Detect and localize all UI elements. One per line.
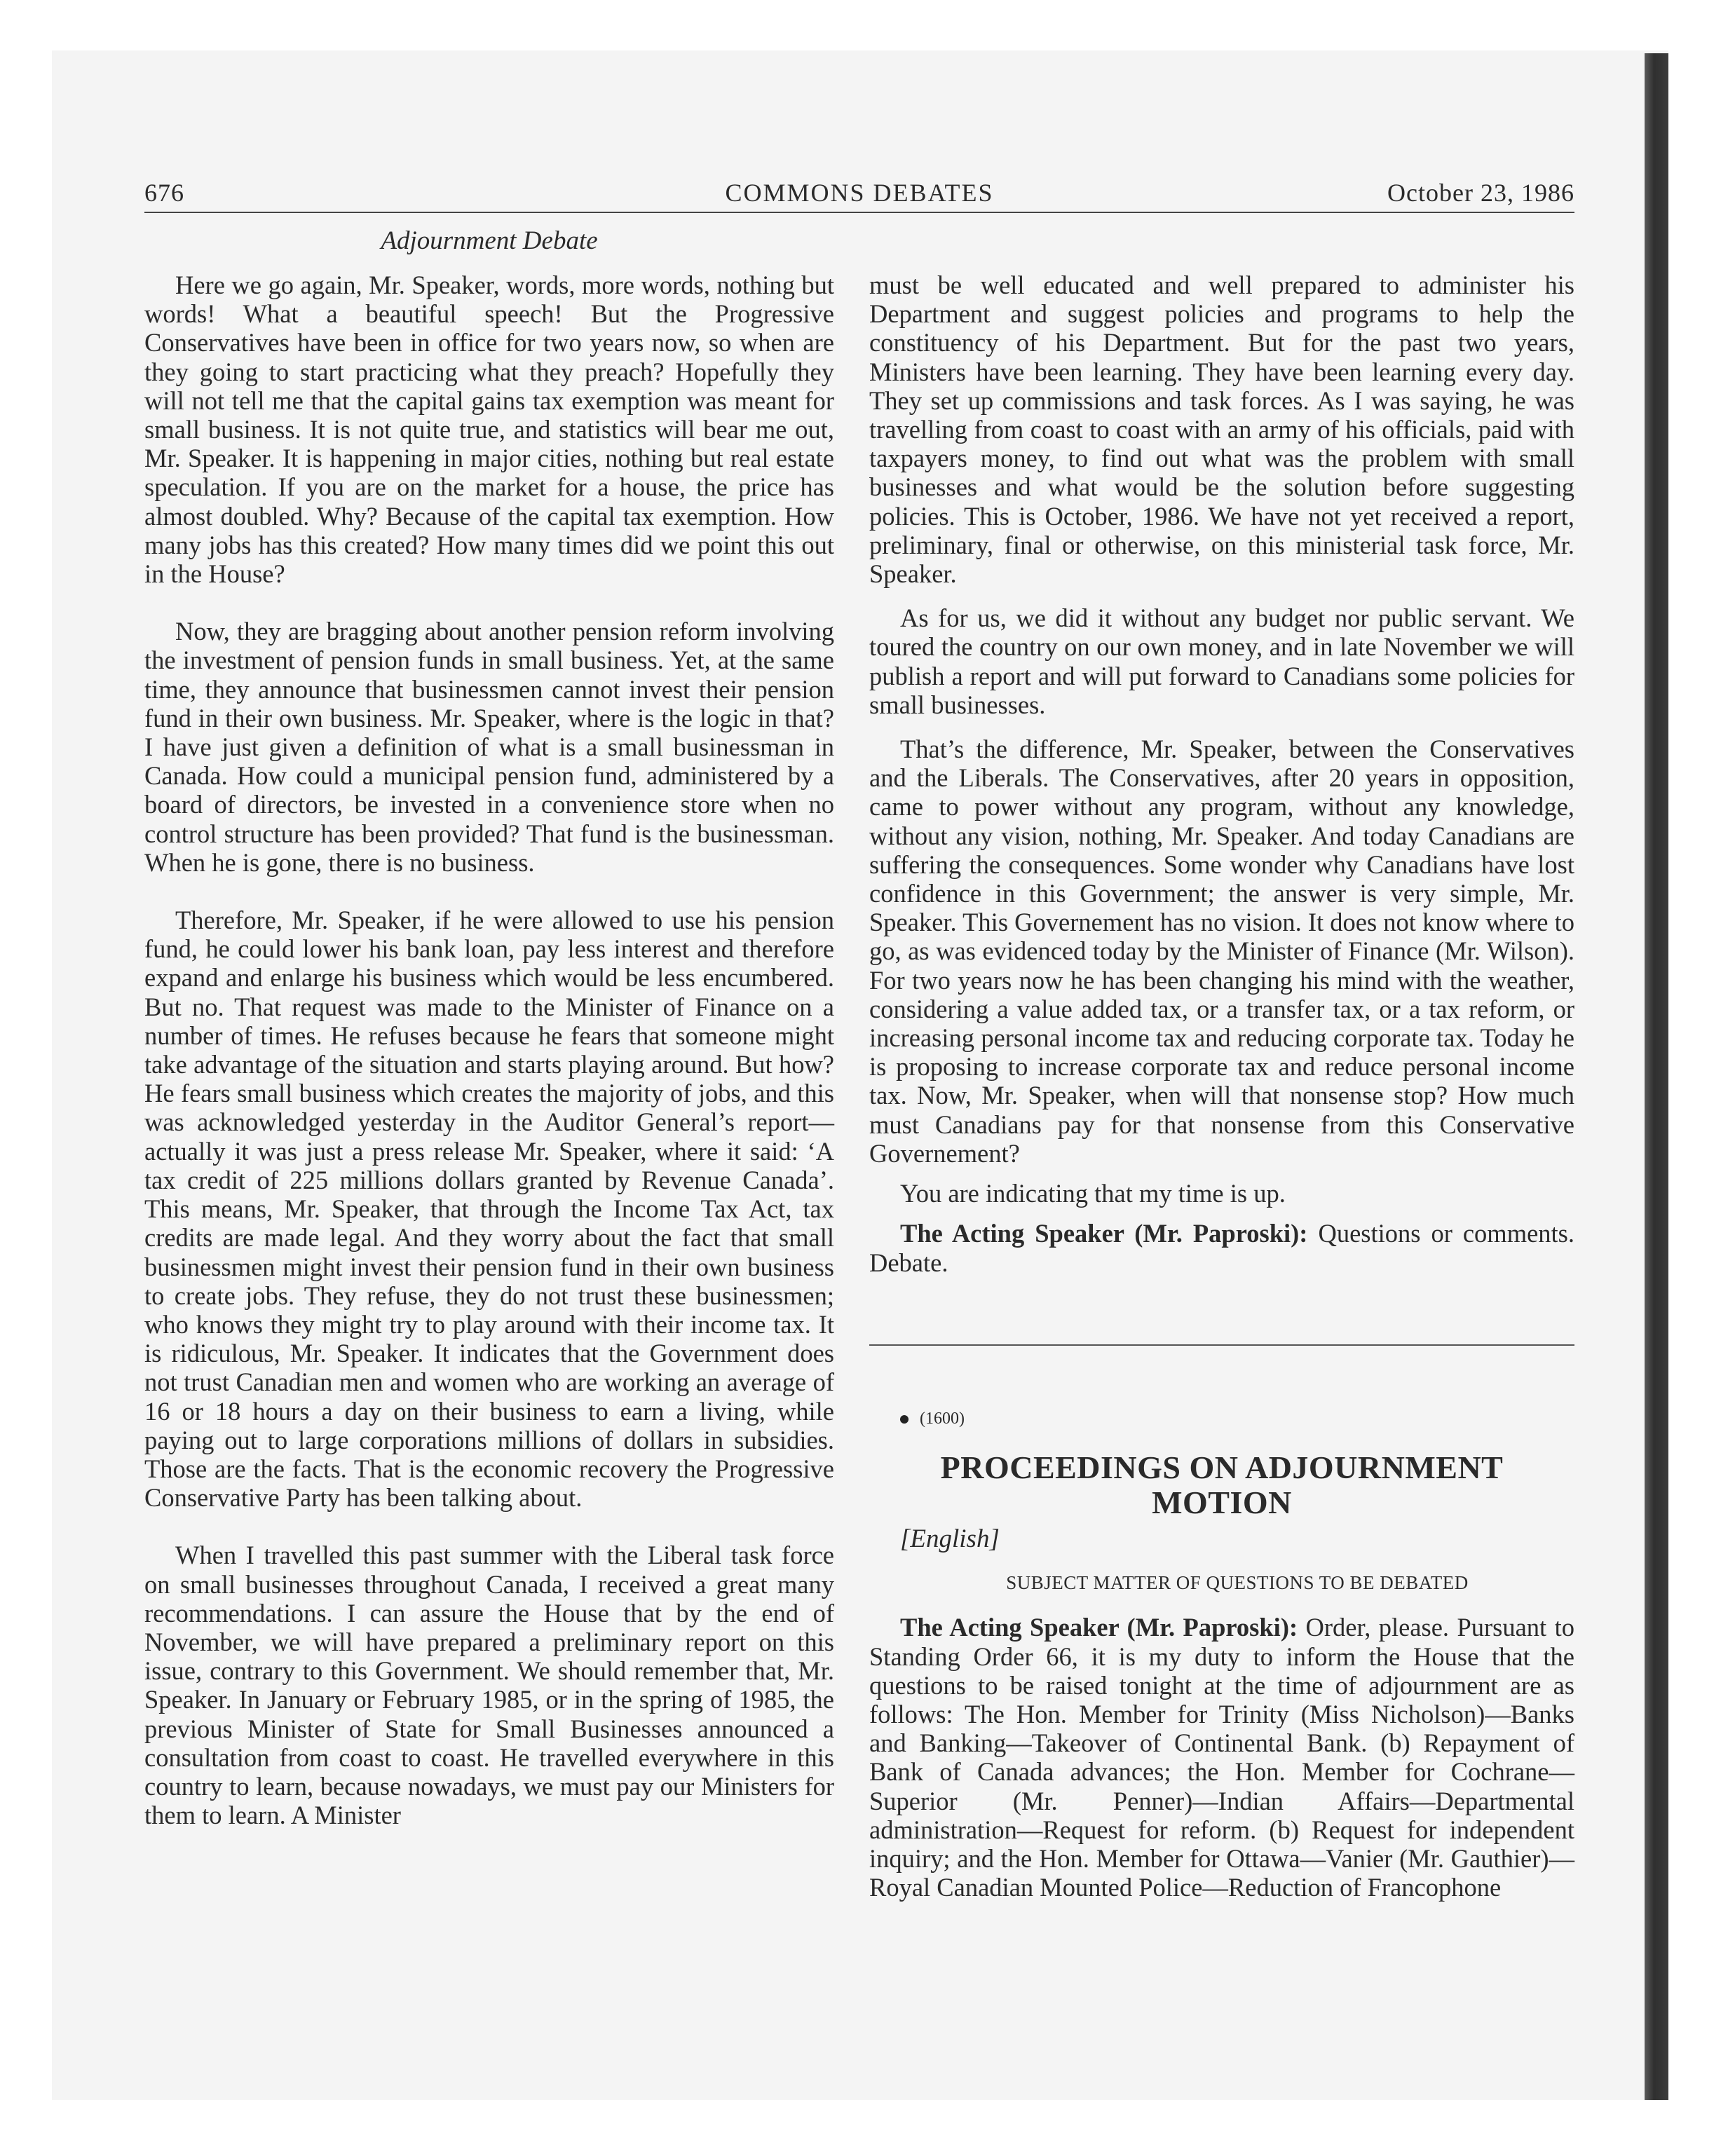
bullet-dot-icon: [900, 1415, 909, 1424]
paragraph: Here we go again, Mr. Speaker, words, more words, nothing but words! What a beautiful speech! But the Progressive Conservatives have been in office for two years now, so when are they going to start practicing what they preach? Hopefully they will not tell me that the capital gains tax exemption was meant for small business. It is not quite true, and statistics will bear me out, Mr. Speaker. It is happening in major cities, nothing but real estate speculation. If you are on the market for a house, the price has almost doubled. Why? Because of the capital tax exemption. How many jobs has this created? How many times did we point this out in the House?: [144, 271, 834, 589]
left-column: [144, 271, 834, 1829]
speaker-text: Questions or comments. Debate.: [869, 1219, 1574, 1277]
paragraph: As for us, we did it without any budget nor public servant. We toured the country on our own money, and in late November we will publish a report and will put forward to Canadians some policies for small businesses.: [869, 603, 1574, 719]
right-column: [869, 271, 1574, 1902]
scan-binding-edge: [1645, 53, 1668, 2100]
publication-title: COMMONS DEBATES: [725, 179, 994, 207]
time-marker-text: (1600): [920, 1409, 965, 1428]
language-label: [English]: [900, 1524, 1000, 1553]
speaker-paragraph: [869, 1219, 1574, 1276]
publication-date: October 23, 1986: [1387, 179, 1574, 207]
speaker-paragraph: [869, 1613, 1574, 1902]
subject-heading: SUBJECT MATTER OF QUESTIONS TO BE DEBATED: [1006, 1572, 1469, 1594]
paragraph: That’s the difference, Mr. Speaker, between the Conservatives and the Liberals. The Conservatives, after 20 years in opposition, came to power without any program, without any knowledge, without any vision, nothing, Mr. Speaker. And today Canadians are suffering the consequences. Some wonder why Canadians have lost confidence in this Government; the answer is very simple, Mr. Speaker. This Governement has no vision. It does not know where to go, as was evidenced today by the Minister of Finance (Mr. Wilson). For two years now he has been changing his mind with the weather, considering a value added tax, or a transfer tax, or a tax reform, or increasing personal income tax and reducing corporate tax. Today he is proposing to increase corporate tax and reduce personal income tax. Now, Mr. Speaker, when will that nonsense stop? How much must Canadians pay for that nonsense from this Conservative Governement?: [869, 735, 1574, 1168]
paragraph: must be well educated and well prepared to administer his Department and suggest policies and programs to help the constituency of his Department. But for the past two years, Ministers have been learning. They have been learning every day. They set up commissions and task forces. As I was saying, he was travelling from coast to coast with an army of his officials, paid with taxpayers money, to find out what was the problem with small businesses and what would be the solution before suggesting policies. This is October, 1986. We have not yet received a report, preliminary, final or otherwise, on this ministerial task force, Mr. Speaker.: [869, 271, 1574, 589]
page-number: 676: [144, 179, 184, 207]
proceedings-heading: PROCEEDINGS ON ADJOURNMENT MOTION: [940, 1449, 1504, 1520]
section-label: Adjournment Debate: [381, 226, 598, 255]
time-marker: [869, 1405, 1574, 1433]
speaker-text: Order, please. Pursuant to Standing Order 66, it is my duty to inform the House that the questions to be raised tonight at the time of adjournment are as follows: The Hon. Member for Trinity (Miss Nicholson)—Banks and Banking—Takeover of Continental Bank. (b) Repayment of Bank of Canada advances; the Hon. Member for Cochrane—Superior (Mr. Penner)—Indian Affairs—Departmental administration—Request for reform. (b) Request for independent inquiry; and the Hon. Member for Ottawa—Vanier (Mr. Gauthier)—Royal Canadian Mounted Police—Reduction of Francophone: [869, 1613, 1574, 1902]
page-header: [144, 175, 1574, 213]
paragraph: Therefore, Mr. Speaker, if he were allowed to use his pension fund, he could lower his bank loan, pay less interest and therefore expand and enlarge his business which would be less encumbered. But no. That request was made to the Minister of Finance on a number of times. He refuses because he fears that someone might take advantage of the situation and starts playing around. But how? He fears small business which creates the majority of jobs, and this was acknowledged yesterday in the Auditor General’s report—actually it was just a press release Mr. Speaker, where it said: ‘A tax credit of 225 millions dollars granted by Revenue Canada’. This means, Mr. Speaker, that through the Income Tax Act, tax credits are made legal. And they worry about the fact that small businessmen might invest their pension fund in their own business to create jobs. They refuse, they do not trust these businessmen; who knows they might try to play around with their income tax. It is ridiculous, Mr. Speaker. It indicates that the Government does not trust Canadian men and women who are working an average of 16 or 18 hours a day on their business to earn a living, while paying out to large corporations millions of dollars in subsidies. Those are the facts. That is the economic recovery the Progressive Conservative Party has been talking about.: [144, 906, 834, 1513]
section-divider: [869, 1344, 1574, 1346]
paragraph: When I travelled this past summer with the Liberal task force on small businesses throughout Canada, I received a great many recommendations. I can assure the House that by the end of November, we will have prepared a preliminary report on this issue, contrary to this Government. We should remember that, Mr. Speaker. In January or February 1985, or in the spring of 1985, the previous Minister of State for Small Businesses announced a consultation from coast to coast. He travelled everywhere in this country to learn, because nowadays, we must pay our Ministers for them to learn. A Minister: [144, 1541, 834, 1830]
speaker-name: The Acting Speaker (Mr. Paproski):: [900, 1219, 1308, 1248]
paragraph: Now, they are bragging about another pension reform involving the investment of pension funds in small business. Yet, at the same time, they announce that businessmen cannot invest their pension fund in their own business. Mr. Speaker, where is the logic in that? I have just given a definition of what is a small businessman in Canada. How could a municipal pension fund, administered by a board of directors, be invested in a convenience store when no control structure has been provided? That fund is the businessman. When he is gone, there is no business.: [144, 617, 834, 877]
paragraph: You are indicating that my time is up.: [900, 1179, 1286, 1208]
speaker-name: The Acting Speaker (Mr. Paproski):: [900, 1613, 1298, 1642]
